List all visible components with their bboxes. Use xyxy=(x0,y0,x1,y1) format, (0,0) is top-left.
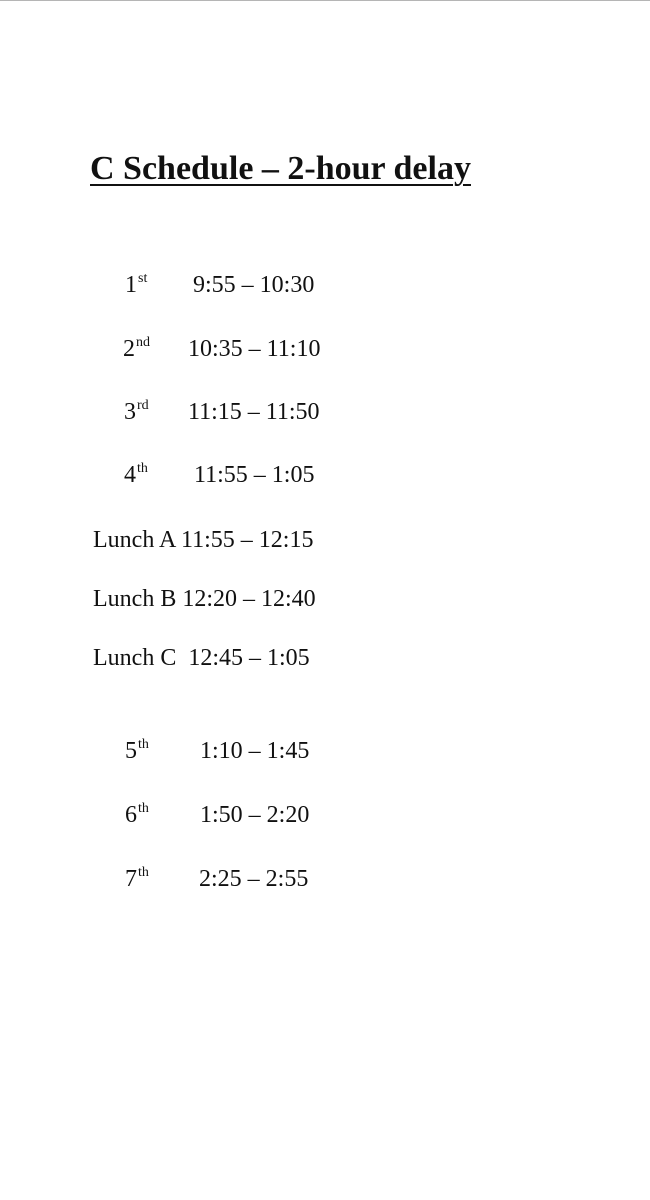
lunch-label: Lunch B xyxy=(93,586,177,612)
period-label: 4th xyxy=(124,461,148,488)
period-time: 1:50 – 2:20 xyxy=(200,802,310,828)
period-time: 10:35 – 11:10 xyxy=(188,336,321,362)
lunch-time: 12:45 – 1:05 xyxy=(188,645,310,671)
period-label: 2nd xyxy=(123,335,150,362)
period-label: 5th xyxy=(125,737,149,764)
lunch-label: Lunch C xyxy=(93,645,177,671)
page-title: C Schedule – 2-hour delay xyxy=(90,150,471,187)
lunch-label: Lunch A xyxy=(93,527,175,553)
period-label: 7th xyxy=(125,865,149,892)
period-time: 1:10 – 1:45 xyxy=(200,738,310,764)
lunch-time: 12:20 – 12:40 xyxy=(182,586,316,612)
period-time: 11:55 – 1:05 xyxy=(194,462,315,488)
period-time: 11:15 – 11:50 xyxy=(188,399,320,425)
schedule-row-lunch-c xyxy=(93,643,310,673)
schedule-row-lunch-a xyxy=(93,525,313,555)
lunch-time: 11:55 – 12:15 xyxy=(181,527,314,553)
top-border xyxy=(0,0,650,1)
period-label: 1st xyxy=(125,271,148,298)
period-label: 6th xyxy=(125,801,149,828)
period-time: 9:55 – 10:30 xyxy=(193,272,315,298)
schedule-row-lunch-b xyxy=(93,584,316,614)
period-label: 3rd xyxy=(124,398,149,425)
period-time: 2:25 – 2:55 xyxy=(199,866,309,892)
